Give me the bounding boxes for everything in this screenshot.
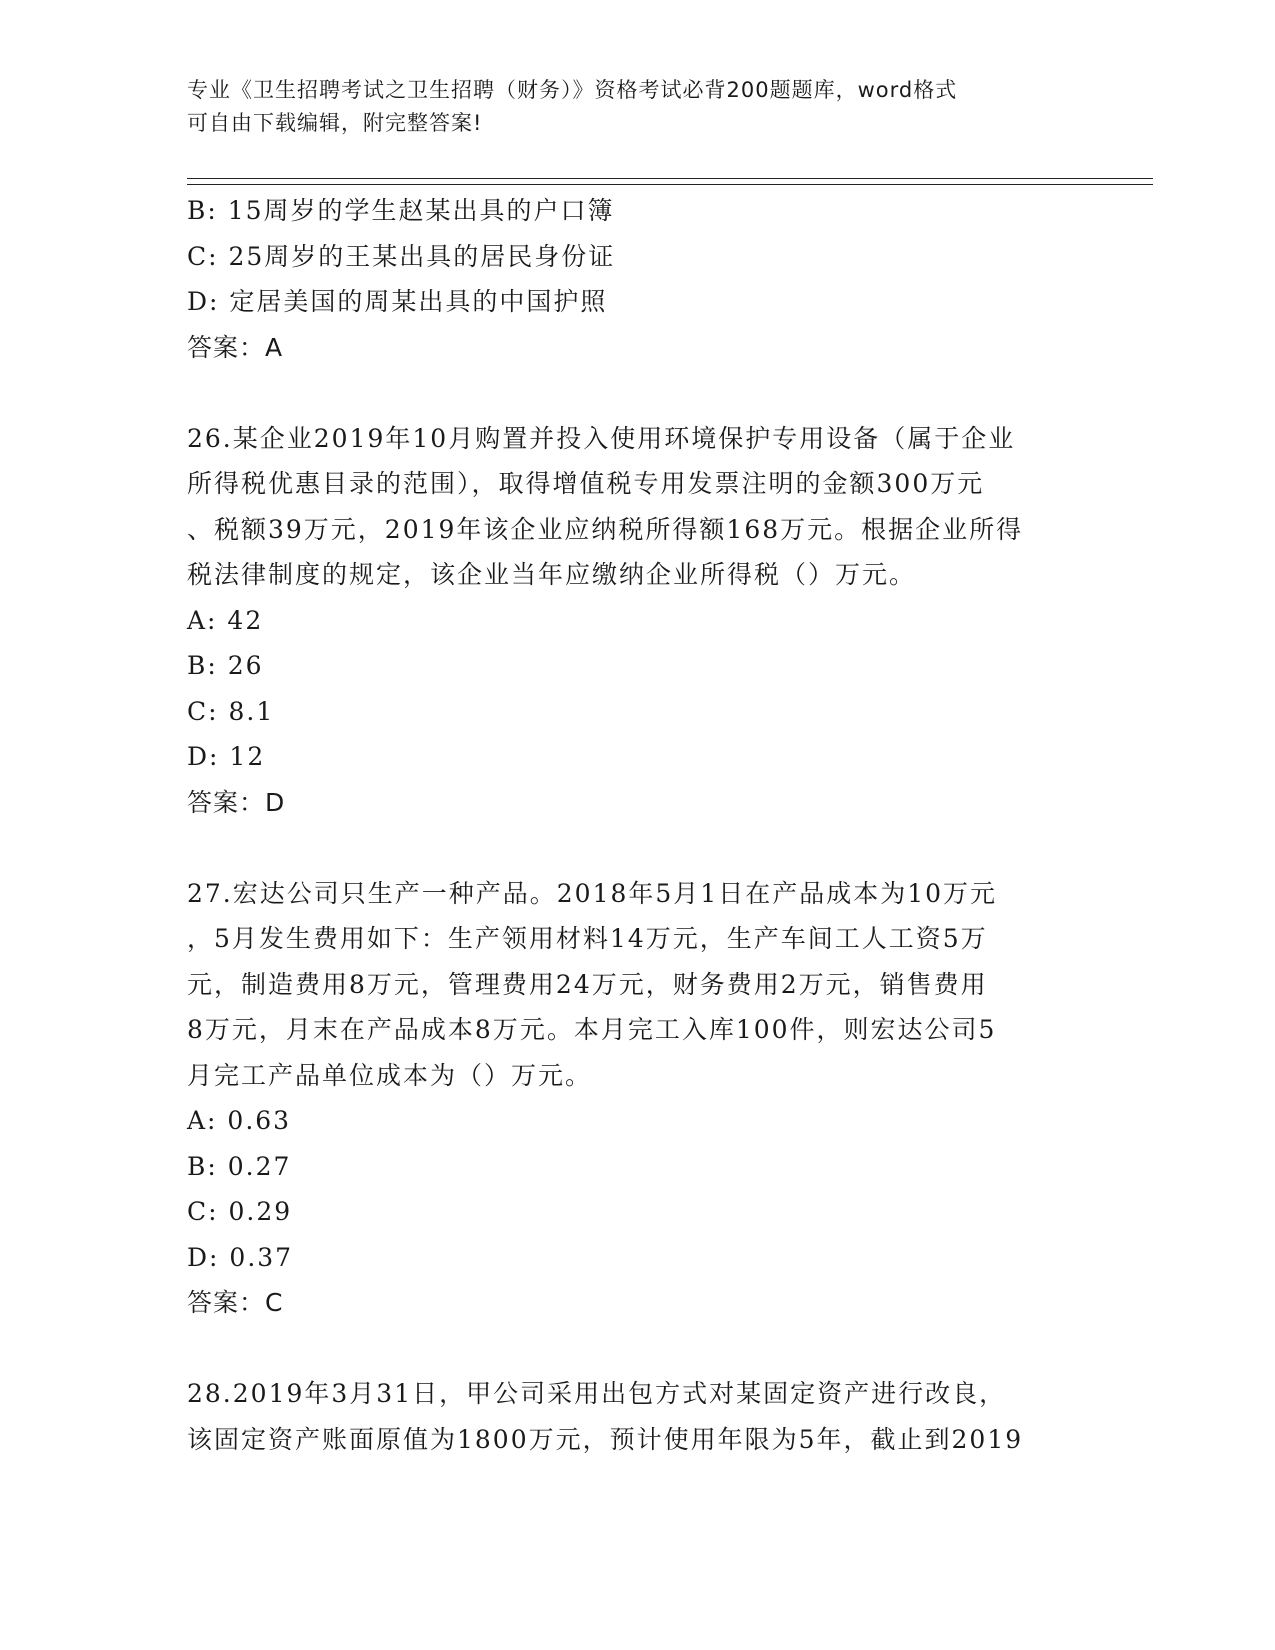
question-text: ，5月发生费用如下：生产领用材料14万元，生产车间工人工资5万 [187,924,988,953]
spacer [187,370,1087,416]
answer-line: 答案：C [187,1288,284,1317]
question-text: 月完工产品单位成本为（）万元。 [187,1060,593,1090]
question-text: 元，制造费用8万元，管理费用24万元，财务费用2万元，销售费用 [187,969,988,999]
option-a: A: 0.63 [187,1106,292,1135]
option-c: C: 25周岁的王某出具的居民身份证 [187,241,616,271]
header-line: 专业《卫生招聘考试之卫生招聘（财务）》资格考试必背200题题库，word格式 [187,78,958,102]
question-26 [187,416,1087,826]
option-d: D: 定居美国的周某出具的中国护照 [187,287,608,316]
option-d: D: 12 [187,742,266,771]
answer-line: 答案：A [187,332,284,362]
question-text: 税法律制度的规定，该企业当年应缴纳企业所得税（）万元。 [187,560,917,589]
question-25-tail [187,188,1087,370]
page-header [187,74,1087,140]
spacer [187,1326,1087,1372]
option-c: C: 0.29 [187,1197,293,1226]
option-b: B: 26 [187,651,264,680]
question-text: 该固定资产账面原值为1800万元，预计使用年限为5年，截止到2019 [187,1424,1024,1454]
question-text: 26.某企业2019年10月购置并投入使用环境保护专用设备（属于企业 [187,423,1016,453]
option-d: D: 0.37 [187,1242,294,1272]
header-line: 可自由下载编辑，附完整答案! [187,111,483,135]
question-text: 28.2019年3月31日，甲公司采用出包方式对某固定资产进行改良， [187,1379,1007,1408]
question-27 [187,871,1087,1326]
answer-line: 答案：D [187,787,286,817]
question-text: 27.宏达公司只生产一种产品。2018年5月1日在产品成本为10万元 [187,878,998,908]
document-body [187,188,1087,1462]
option-a: A: 42 [187,605,264,635]
option-c: C: 8.1 [187,696,275,726]
question-text: 所得税优惠目录的范围），取得增值税专用发票注明的金额300万元 [187,469,985,498]
question-text: 8万元，月末在产品成本8万元。本月完工入库100件，则宏达公司5 [187,1015,997,1044]
option-b: B: 0.27 [187,1151,292,1181]
question-28 [187,1371,1087,1462]
option-b: B: 15周岁的学生赵某出具的户口簿 [187,196,615,225]
spacer [187,825,1087,871]
question-text: 、税额39万元，2019年该企业应纳税所得额168万元。根据企业所得 [187,514,1024,544]
header-divider [187,178,1153,185]
